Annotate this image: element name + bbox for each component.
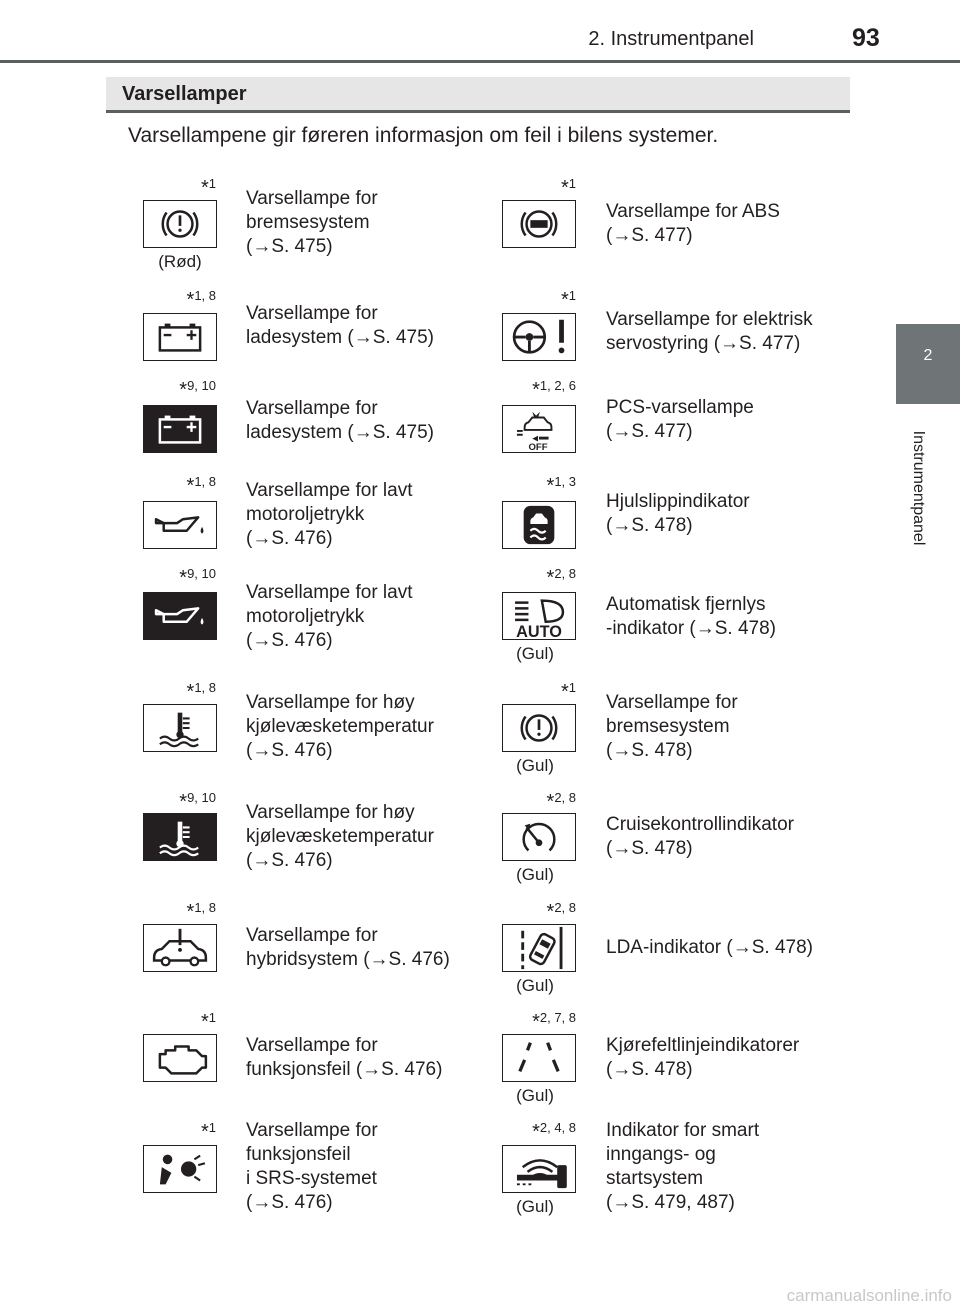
note-numbers: 1: [208, 176, 216, 191]
svg-text:AUTO: AUTO: [516, 623, 562, 639]
note-reference: [547, 900, 576, 924]
lamp-description: Indikator for smart inngangs- og startsystem (→S. 479, 487): [606, 1120, 760, 1213]
lda-icon: [502, 924, 576, 972]
note-numbers: 2, 7, 8: [539, 1010, 576, 1025]
lamp-description: Varsellampe for funksjonsfeil (→S. 476): [246, 1035, 443, 1080]
lamp-description: Cruisekontrollindikator (→S. 478): [606, 814, 794, 859]
lamp-color-caption: (Gul): [516, 756, 554, 775]
note-reference: [547, 790, 576, 814]
note-numbers: 1, 8: [194, 474, 216, 489]
note-reference: [179, 378, 216, 402]
coolant-temperature-icon: [143, 813, 217, 861]
note-reference: [561, 288, 576, 312]
lamp-description: Varsellampe for ABS (→S. 477): [606, 201, 780, 246]
note-reference: [561, 680, 576, 704]
lamp-description: Kjørefeltlinjeindikatorer (→S. 478): [606, 1035, 800, 1080]
slip-indicator-icon: [502, 501, 576, 549]
note-reference: [187, 900, 216, 924]
lamp-description: Varsellampe for ladesystem (→S. 475): [246, 303, 434, 348]
footnote-asterisk: *: [546, 475, 555, 497]
note-reference: [561, 176, 576, 200]
smart-key-icon: [502, 1145, 576, 1193]
footnote-asterisk: *: [532, 379, 540, 401]
lamp-description: Varsellampe for høy kjølevæsketemperatur (→S. 476): [246, 802, 434, 871]
note-numbers: 1, 8: [194, 288, 216, 303]
note-reference: [547, 566, 576, 590]
footnote-asterisk: *: [200, 1011, 209, 1033]
lamp-description: Hjulslippindikator (→S. 478): [606, 491, 750, 536]
hybrid-system-warning-icon: [143, 924, 217, 972]
note-numbers: 1: [568, 176, 576, 191]
abs-icon: [502, 200, 576, 248]
lamp-description: LDA-indikator (→S. 478): [606, 937, 813, 958]
lamp-color-caption: (Gul): [516, 644, 554, 663]
note-reference: [532, 1120, 576, 1144]
coolant-temperature-icon: [143, 704, 217, 752]
chapter-tab: [896, 324, 960, 404]
note-numbers: 1, 2, 6: [539, 378, 576, 393]
lamp-color-caption: (Gul): [516, 865, 554, 884]
lamp-description: Varsellampe for lavt motoroljetrykk (→S. 476): [246, 582, 413, 651]
note-numbers: 2, 8: [554, 566, 576, 581]
footnote-asterisk: *: [532, 1011, 540, 1033]
note-reference: [187, 474, 216, 498]
footnote-asterisk: *: [546, 901, 555, 923]
check-engine-icon: [143, 1034, 217, 1082]
footnote-asterisk: *: [186, 475, 195, 497]
lamp-description: Varsellampe for bremsesystem (→S. 475): [246, 188, 378, 257]
lamp-description: PCS-varsellampe (→S. 477): [606, 397, 754, 442]
brake-warning-icon: [502, 704, 576, 752]
note-numbers: 1, 8: [194, 900, 216, 915]
footnote-asterisk: *: [200, 1121, 209, 1143]
chapter-side-label: [900, 420, 936, 570]
note-reference: [179, 566, 216, 590]
footnote-asterisk: *: [179, 567, 188, 589]
lamp-description: Automatisk fjernlys -indikator (→S. 478): [606, 594, 777, 639]
note-numbers: 1: [208, 1010, 216, 1025]
footnote-asterisk: *: [532, 1121, 540, 1143]
battery-icon: [143, 313, 217, 361]
lamp-description: Varsellampe for lavt motoroljetrykk (→S. 476): [246, 480, 413, 549]
note-numbers: 1: [568, 288, 576, 303]
cruise-control-icon: [502, 813, 576, 861]
lamp-description: Varsellampe for hybridsystem (→S. 476): [246, 925, 450, 970]
note-reference: [201, 176, 216, 200]
page-number: 93: [852, 24, 880, 52]
header-rule: [0, 60, 960, 63]
footnote-asterisk: *: [179, 791, 188, 813]
note-reference: [187, 288, 216, 312]
section-intro: Varsellampene gir føreren informasjon om feil i bilens systemer.: [128, 124, 719, 147]
oil-pressure-icon: [143, 592, 217, 640]
note-numbers: 9, 10: [187, 378, 216, 393]
footnote-asterisk: *: [186, 901, 195, 923]
section-title: Varsellamper: [122, 83, 247, 105]
svg-text:OFF: OFF: [528, 442, 548, 452]
pcs-off-icon: [502, 405, 576, 453]
lamp-color-caption: (Gul): [516, 1197, 554, 1216]
note-numbers: 1, 3: [554, 474, 576, 489]
footnote-asterisk: *: [186, 681, 195, 703]
power-steering-warning-icon: [502, 313, 576, 361]
note-numbers: 2, 4, 8: [539, 1120, 576, 1135]
srs-airbag-icon: [143, 1145, 217, 1193]
battery-icon: [143, 405, 217, 453]
section-heading-bar: [106, 77, 850, 113]
note-numbers: 2, 8: [554, 790, 576, 805]
footnote-asterisk: *: [186, 289, 195, 311]
lane-line-icon: [502, 1034, 576, 1082]
footnote-asterisk: *: [560, 289, 569, 311]
note-reference: [547, 474, 576, 498]
lamp-description: Varsellampe for bremsesystem (→S. 478): [606, 692, 738, 761]
note-numbers: 2, 8: [554, 900, 576, 915]
oil-pressure-icon: [143, 501, 217, 549]
chapter-number: 2: [923, 347, 933, 364]
footnote-asterisk: *: [546, 567, 555, 589]
footnote-asterisk: *: [179, 379, 188, 401]
lamp-color-caption: (Gul): [516, 976, 554, 995]
lamp-description: Varsellampe for ladesystem (→S. 475): [246, 398, 434, 443]
note-reference: [201, 1120, 216, 1144]
note-reference: [201, 1010, 216, 1034]
footnote-asterisk: *: [560, 177, 569, 199]
footnote-asterisk: *: [200, 177, 209, 199]
brake-warning-icon: [143, 200, 217, 248]
note-numbers: 1, 8: [194, 680, 216, 695]
chapter-label-text: Instrumentpanel: [910, 430, 927, 546]
lamp-color-caption: (Gul): [516, 1086, 554, 1105]
note-numbers: 9, 10: [187, 566, 216, 581]
note-reference: [179, 790, 216, 814]
running-header-title: 2. Instrumentpanel: [588, 28, 754, 50]
lamp-description: Varsellampe for elektrisk servostyring (→S. 477): [606, 309, 813, 354]
note-reference: [532, 1010, 576, 1034]
footnote-asterisk: *: [560, 681, 569, 703]
lamp-description: Varsellampe for høy kjølevæsketemperatur (→S. 476): [246, 692, 434, 761]
note-numbers: 1: [568, 680, 576, 695]
lamp-description: Varsellampe for funksjonsfeil i SRS-systemet (→S. 476): [246, 1120, 378, 1213]
footnote-asterisk: *: [546, 791, 555, 813]
note-reference: [532, 378, 576, 402]
note-numbers: 9, 10: [187, 790, 216, 805]
note-reference: [187, 680, 216, 704]
note-numbers: 1: [208, 1120, 216, 1135]
watermark: carmanualsonline.info: [786, 1286, 952, 1305]
auto-high-beam-icon: [502, 592, 576, 640]
lamp-color-caption: (Rød): [158, 252, 202, 271]
